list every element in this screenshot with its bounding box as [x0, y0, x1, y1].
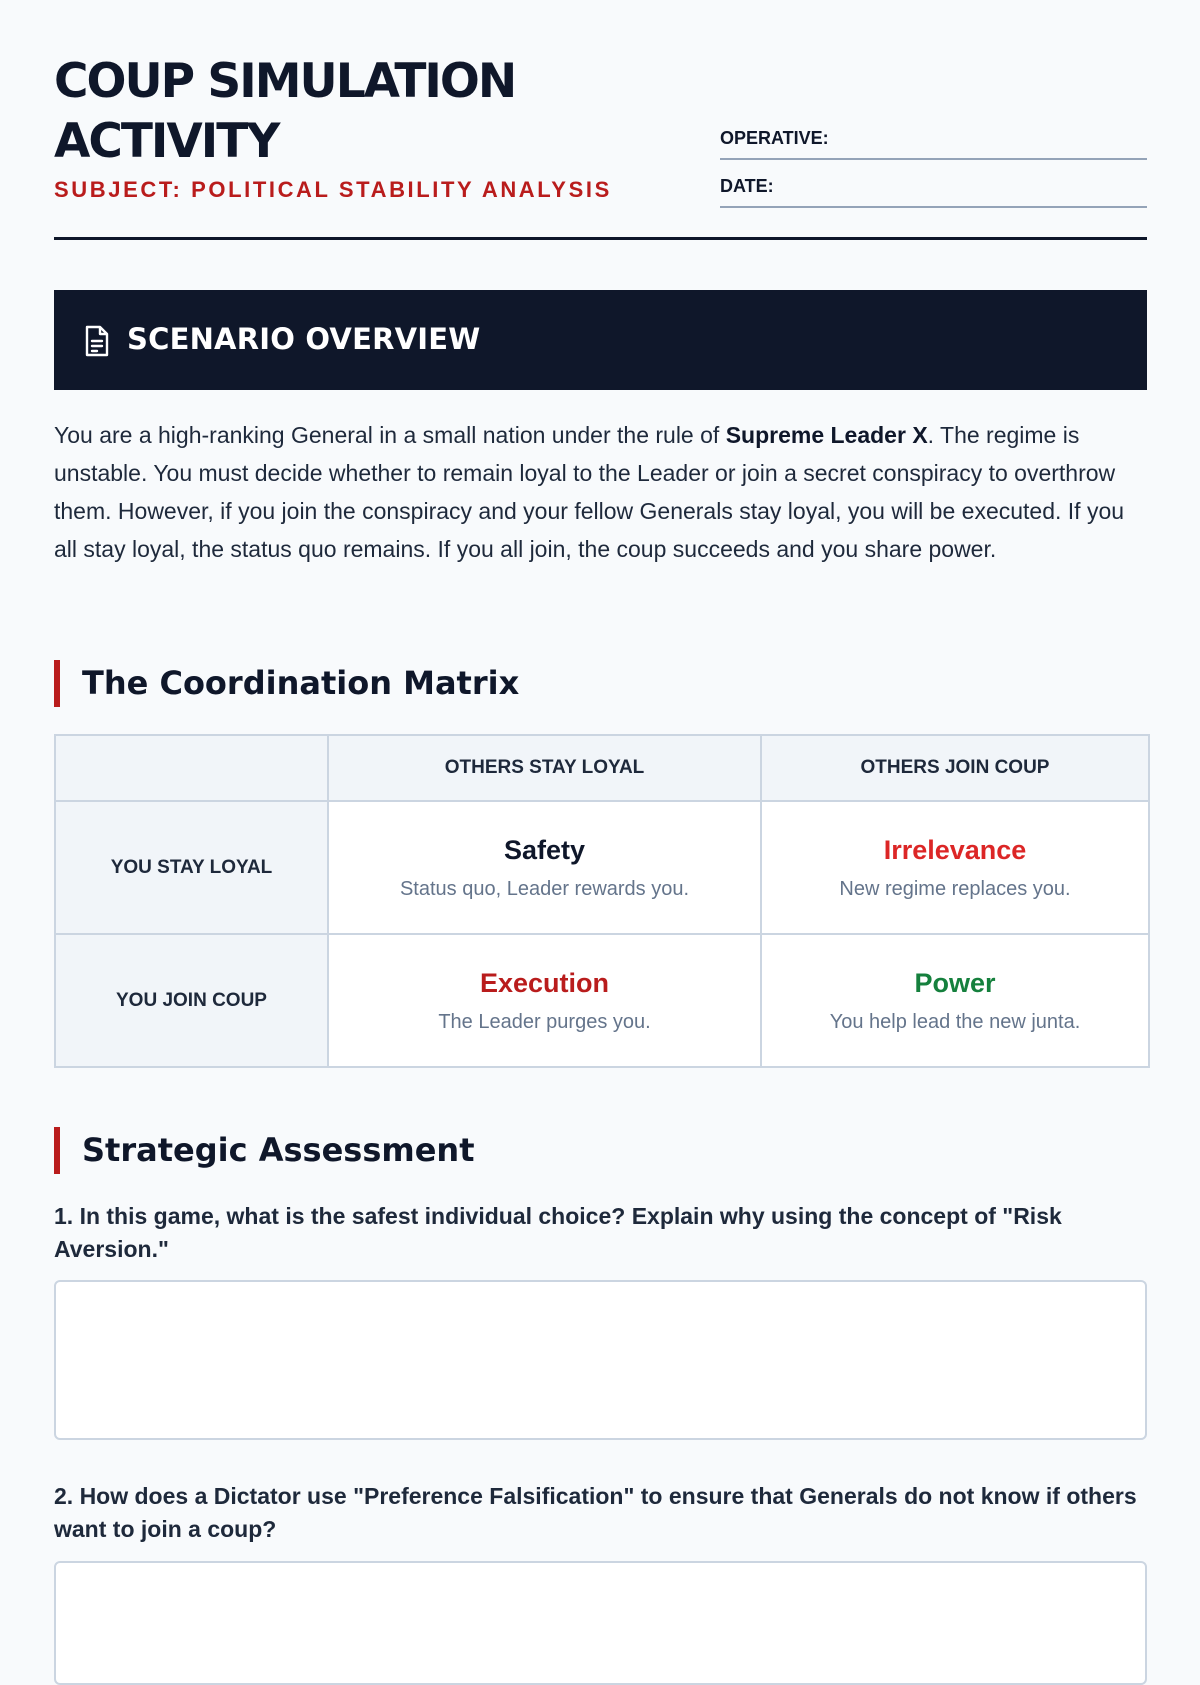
strategic-assessment-heading: Strategic Assessment [54, 1127, 474, 1174]
matrix-row [55, 934, 1149, 1067]
question-2: 2. How does a Dictator use "Preference Falsification" to ensure that Generals do not know if others want to join a coup? [54, 1483, 1137, 1542]
coordination-matrix [54, 734, 1150, 1068]
outcome-description: New regime replaces you. [839, 877, 1071, 900]
operative-field[interactable] [720, 122, 1147, 160]
scenario-text-body: . The regime is unstable. You must decide whether to remain loyal to the Leader or join a secret conspiracy to overthrow them. However, if you join the conspiracy and your fellow Generals stay loyal, you will be executed. If you all stay loyal, the status quo remains. If you all join, the coup succeeds and you share power. [54, 422, 1125, 562]
document-icon [83, 325, 111, 357]
matrix-corner-cell [55, 735, 328, 801]
outcome-cell-power [761, 934, 1149, 1067]
outcome-cell-execution [328, 934, 761, 1067]
operative-label: OPERATIVE: [720, 128, 829, 148]
outcome-description: Status quo, Leader rewards you. [399, 877, 690, 900]
question-1: 1. In this game, what is the safest individual choice? Explain why using the concept of "Risk Aversion." [54, 1203, 1062, 1262]
matrix-heading: The Coordination Matrix [54, 660, 519, 707]
outcome-description: The Leader purges you. [438, 1010, 651, 1033]
worksheet-header [54, 0, 1147, 240]
matrix-header-row [55, 735, 1149, 801]
scenario-text [54, 416, 1147, 568]
outcome-title: Irrelevance [883, 834, 1027, 865]
outcome-description: You help lead the new junta. [829, 1010, 1081, 1033]
col-header-others-join-coup: OTHERS JOIN COUP [761, 735, 1149, 801]
outcome-cell-safety [328, 801, 761, 934]
scenario-text-intro: You are a high-ranking General in a small nation under the rule of [54, 422, 726, 448]
date-field[interactable] [720, 170, 1147, 208]
page-subtitle: SUBJECT: POLITICAL STABILITY ANALYSIS [54, 177, 612, 202]
scenario-overview-title: SCENARIO OVERVIEW [127, 322, 481, 356]
answer-box-1[interactable] [54, 1280, 1147, 1440]
row-header-you-join-coup: YOU JOIN COUP [55, 934, 328, 1067]
answer-box-2[interactable] [54, 1561, 1147, 1685]
outcome-title: Safety [503, 834, 586, 865]
outcome-cell-irrelevance [761, 801, 1149, 934]
date-label: DATE: [720, 176, 774, 196]
scenario-overview-banner [54, 290, 1147, 390]
leader-name: Supreme Leader X [725, 422, 928, 448]
outcome-title: Power [914, 967, 996, 998]
matrix-row [55, 801, 1149, 934]
worksheet-page [54, 0, 1147, 1542]
col-header-others-stay-loyal: OTHERS STAY LOYAL [328, 735, 761, 801]
row-header-you-stay-loyal: YOU STAY LOYAL [55, 801, 328, 934]
outcome-title: Execution [479, 967, 610, 998]
page-title: COUP SIMULATION ACTIVITY [54, 54, 516, 169]
